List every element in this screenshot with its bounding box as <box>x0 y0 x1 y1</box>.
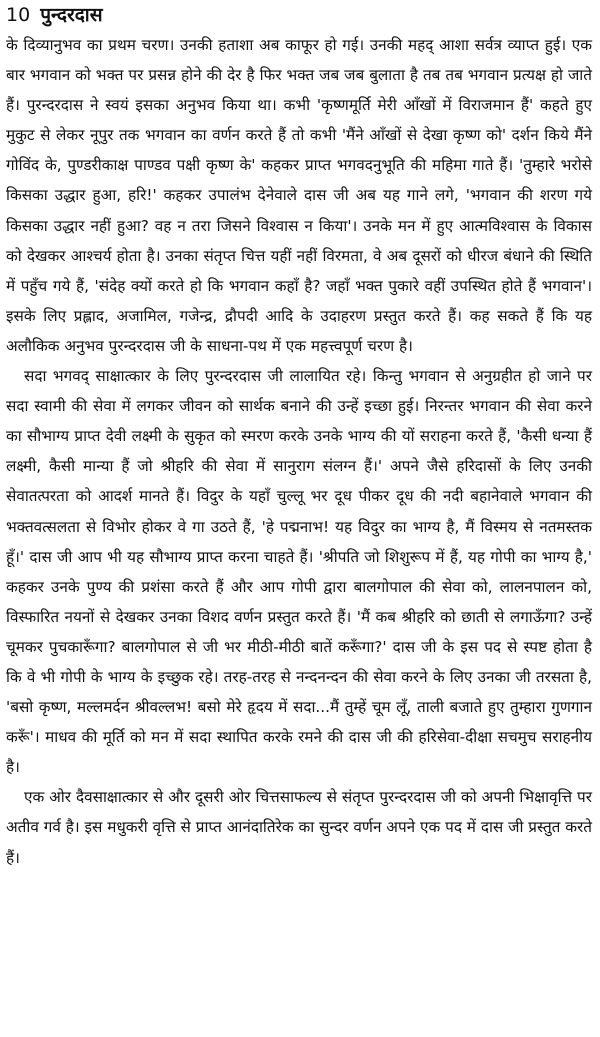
paragraph-2: सदा भगवद् साक्षात्कार के लिए पुरन्दरदास जी लालायित रहे। किन्तु भगवान से अनुग्रहीत हो जाने पर सदा स्वामी की सेवा में लगकर जीवन को सार्थक बनाने की उन्हें इच्छा हुई। निरन्तर भगवान की सेवा करने का सौभाग्य प्राप्त देवी लक्ष्मी के सुकृत को स्मरण करके उनके भाग्य की यों सराहना करते हैं, 'कैसी धन्या हैं लक्ष्मी, कैसी मान्या हैं जो श्रीहरि की सेवा में सानुराग संलग्न हैं।' अपने जैसे हरिदासों के लिए उनकी सेवातत्परता को आदर्श मानते हैं। विदुर के यहाँ चुल्लू भर दूध पीकर दूध की नदी बहानेवाले भगवान की भक्तवत्सलता से विभोर होकर वे गा उठते हैं, 'हे पद्मनाभ! यह विदुर का भाग्य है, मैं विस्मय से नतमस्तक हूँ।' दास जी आप भी यह सौभाग्य प्राप्त करना चाहते हैं। 'श्रीपति जो शिशुरूप में हैं, यह गोपी का भाग्य है,' कहकर उनके पुण्य की प्रशंसा करते हैं और आप गोपी द्वारा बालगोपाल की सेवा को, लालनपालन को, विस्फारित नयनों से देखकर उनका विशद वर्णन प्रस्तुत करते हैं। 'मैं कब श्रीहरि को छाती से लगाऊँगा? उन्हें चूमकर पुचकारूँगा? बालगोपाल से जी भर मीठी-मीठी बातें करूँगा?' दास जी के इस पद से स्पष्ट होता है कि वे भी गोपी के भाग्य के इच्छुक रहे। तरह-तरह से नन्दनन्दन की सेवा करने के लिए उनका जी तरसता है, 'बसो कृष्ण, मल्लमर्दन श्रीवल्लभ! बसो मेरे हृदय में सदा...मैं तुम्हें चूम लूँ, ताली बजाते हुए तुम्हारा गुणगान करूँ'। माधव की मूर्ति को मन में सदा स्थापित करके रमने की दास जी की हरिसेवा-दीक्षा सचमुच सराहनीय है। <box>6 367 592 777</box>
running-head: पुन्दरदास <box>40 4 103 26</box>
page-number: 10 <box>6 4 31 26</box>
paragraph-3: एक ओर दैवसाक्षात्कार से और दूसरी ओर चित्तसाफल्य से संतृप्त पुरन्दरदास जी को अपनी भिक्षावृत्ति पर अतीव गर्व है। इस मधुकरी वृत्ति से प्राप्त आनंदातिरेक का सुन्दर वर्णन अपने एक पद में दास जी प्रस्तुत करते हैं। <box>6 788 592 867</box>
paragraph-1: के दिव्यानुभव का प्रथम चरण। उनकी हताशा अब काफूर हो गई। उनकी महद् आशा सर्वत्र व्याप्त हुई। एक बार भगवान को भक्त पर प्रसन्न होने की देर है फिर भक्त जब जब बुलाता है तब तब भगवान प्रत्यक्ष हो जाते हैं। पुरन्दरदास ने स्वयं इसका अनुभव किया था। कभी 'कृष्णमूर्ति मेरी आँखों में विराजमान हैं' कहते हुए मुकुट से लेकर नूपुर तक भगवान का वर्णन करते हैं तो कभी 'मैंने आँखों से देखा कृष्ण को' दर्शन किये मैंने गोविंद के, पुण्डरीकाक्ष पाण्डव पक्षी कृष्ण के' कहकर प्राप्त भगवदनुभूति की महिमा गाते हैं। 'तुम्हारे भरोसे किसका उद्धार हुआ, हरि!' कहकर उपालंभ देनेवाले दास जी अब यह गाने लगे, 'भगवान की शरण गये किसका उद्धार नहीं हुआ? वह न तरा जिसने विश्वास न किया'। उनके मन में हुए आत्मविश्वास के विकास को देखकर आश्चर्य होता है। उनका संतृप्त चित्त यहीं नहीं विरमता, वे अब दूसरों को धीरज बंधाने की स्थिति में पहुँच गये हैं, 'संदेह क्यों करते हो कि भगवान कहाँ है? जहाँ भक्त पुकारे वहीं उपस्थित होते हैं भगवान'। इसके लिए प्रह्लाद, अजामिल, गजेन्द्र, द्रौपदी आदि के उदाहरण प्रस्तुत करते हैं। कह सकते हैं कि यह अलौकिक अनुभव पुरन्दरदास जी के साधना-पथ में एक महत्त्वपूर्ण चरण है। <box>6 36 592 355</box>
page-header <box>6 2 592 28</box>
